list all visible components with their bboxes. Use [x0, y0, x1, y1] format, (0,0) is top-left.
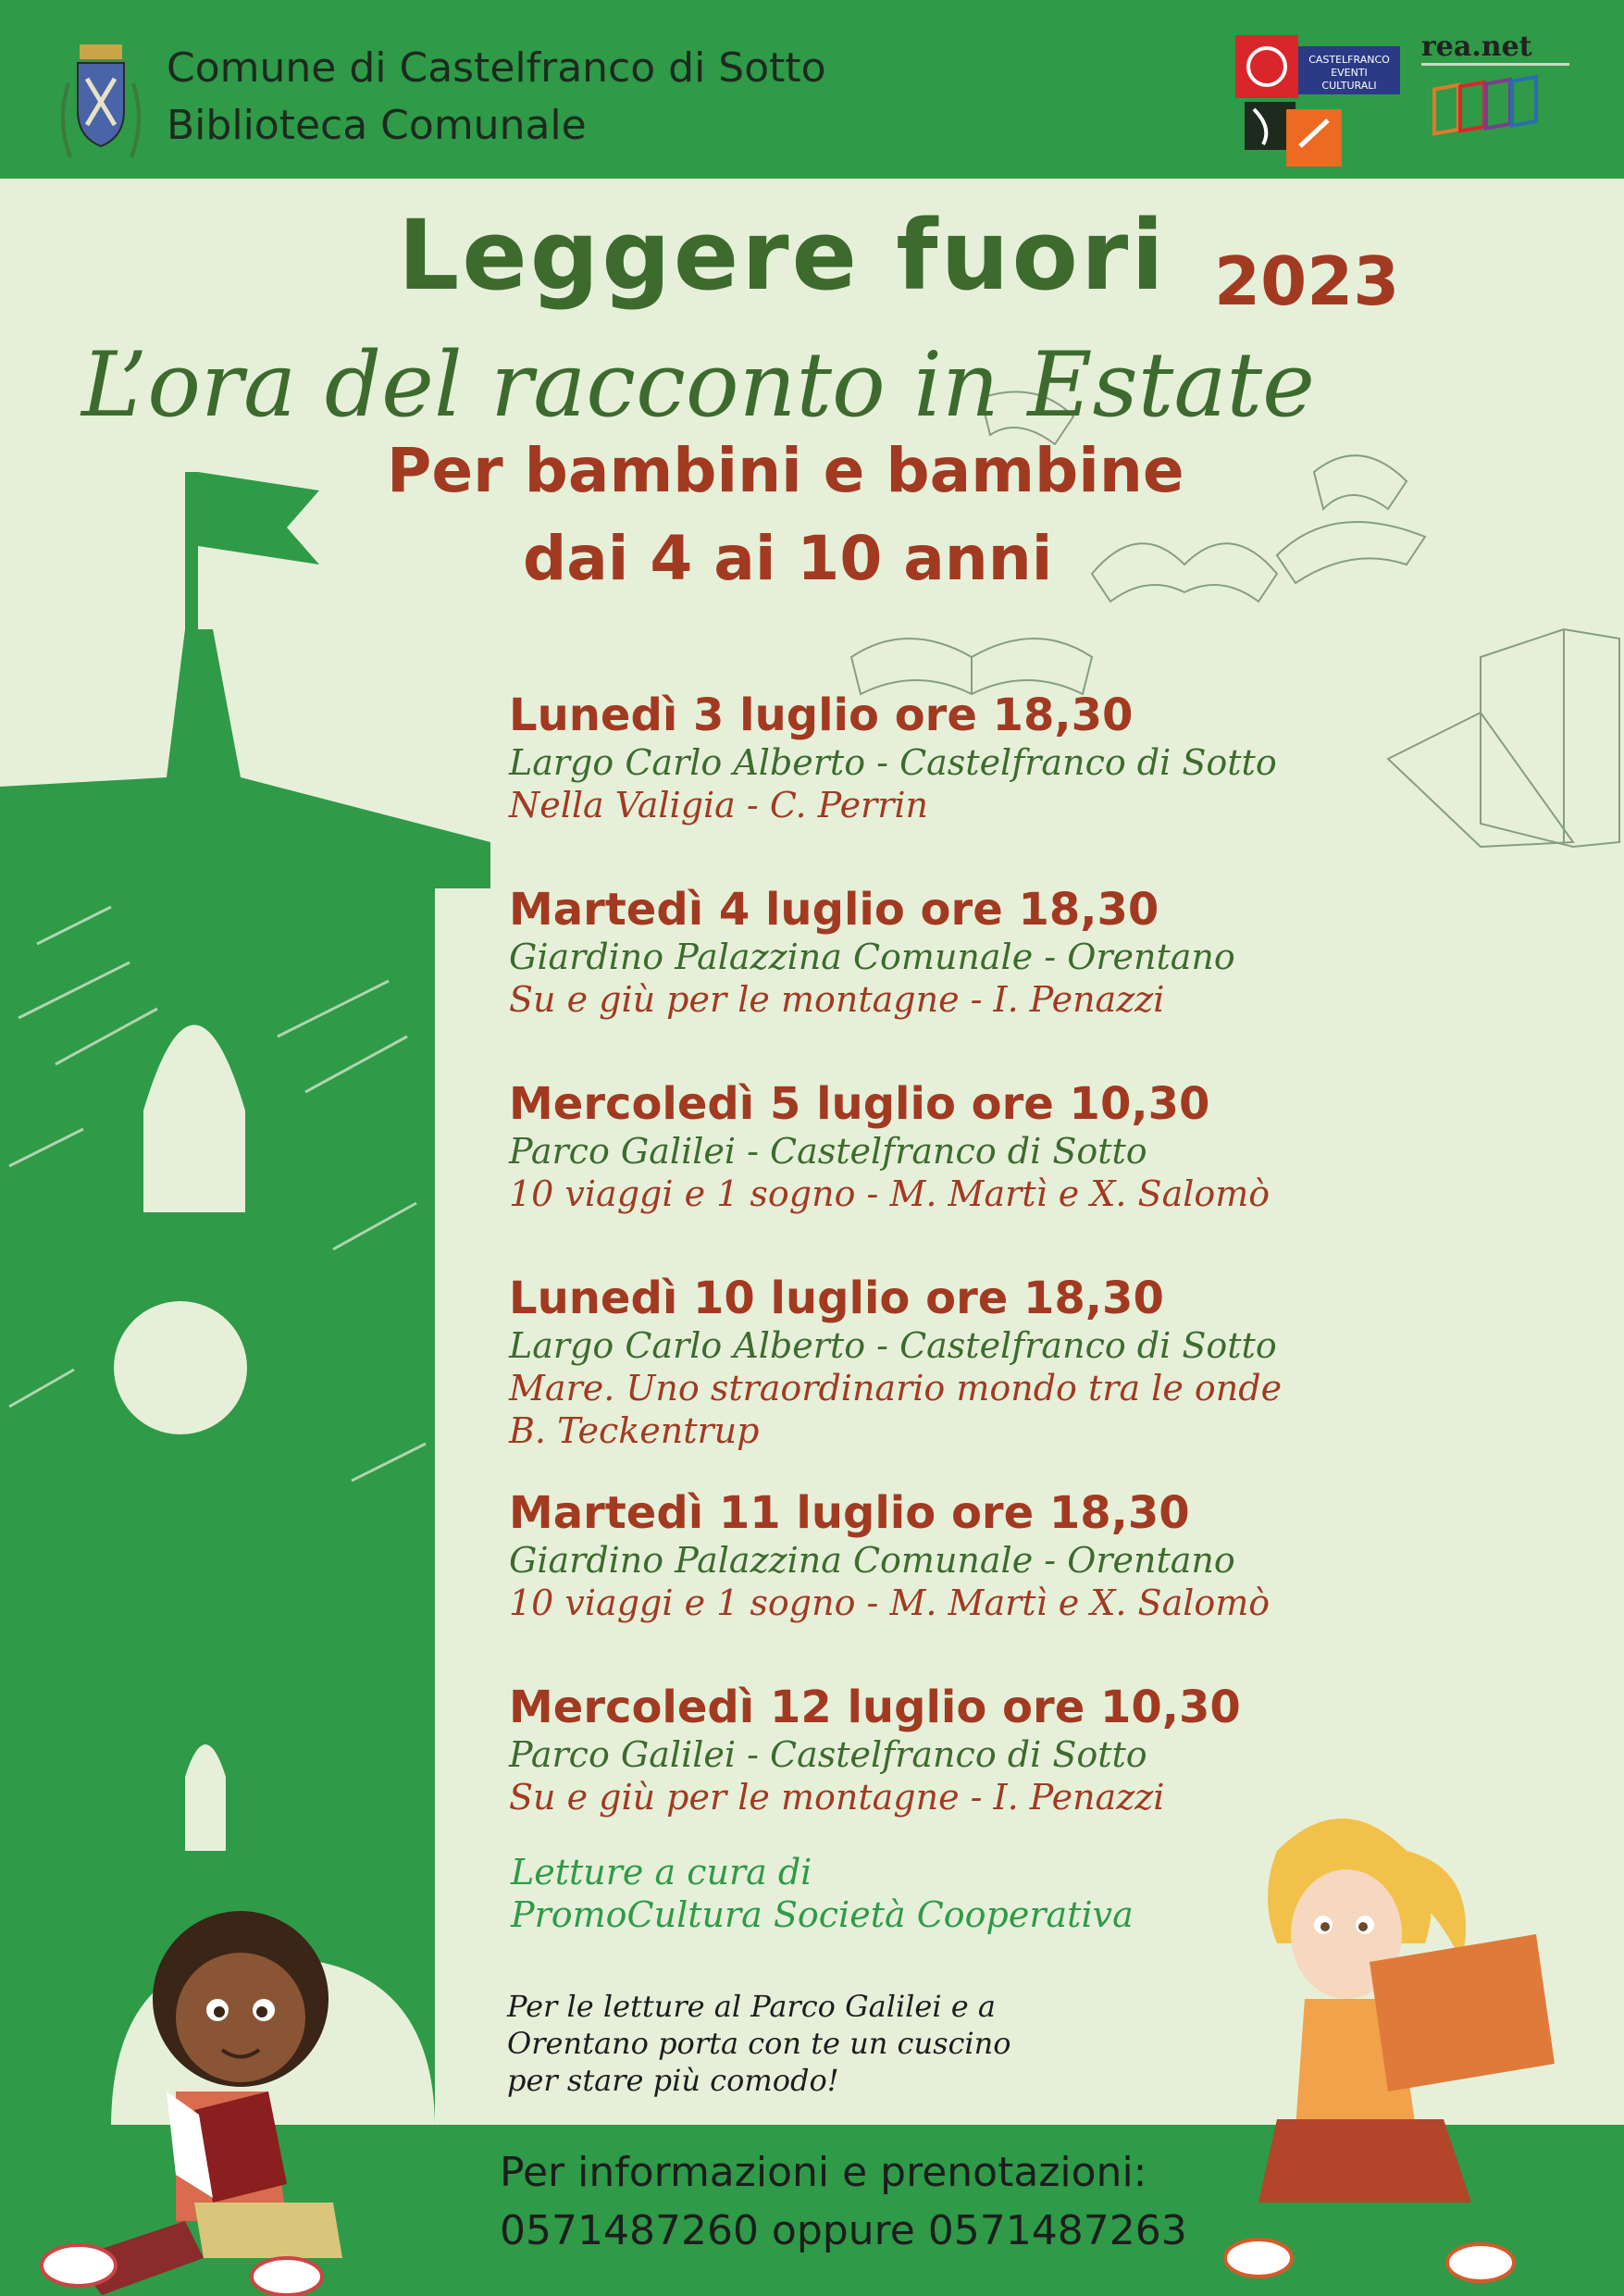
audience-line-1: Per bambini e bambine — [387, 435, 1184, 506]
header-library: Biblioteca Comunale — [167, 102, 587, 149]
subtitle: L’ora del racconto in Estate — [81, 333, 1315, 437]
event-date: Mercoledì 12 luglio ore 10,30 — [509, 1682, 1241, 1733]
eventi-text-2: EVENTI — [1331, 67, 1368, 79]
event-date: Martedì 11 luglio ore 18,30 — [509, 1487, 1190, 1539]
event-book: 10 viaggi e 1 sogno - M. Martì e X. Salomò — [509, 1173, 1271, 1214]
event-book: Su e giù per le montagne - I. Penazzi — [509, 1777, 1165, 1818]
title-year: 2023 — [1214, 242, 1400, 320]
note-line-1: Per le letture al Parco Galilei e a — [507, 1989, 996, 2024]
event-place: Giardino Palazzina Comunale - Orentano — [509, 1540, 1235, 1581]
eventi-text-3: CULTURALI — [1321, 80, 1377, 92]
event-book: Nella Valigia - C. Perrin — [509, 785, 929, 825]
event-date: Lunedì 10 luglio ore 18,30 — [509, 1272, 1164, 1324]
event-place: Largo Carlo Alberto - Castelfranco di Sotto — [509, 742, 1277, 783]
reanet-logo — [1416, 28, 1582, 167]
audience-line-2: dai 4 ai 10 anni — [523, 523, 1053, 594]
eventi-culturali-logo — [1235, 35, 1402, 167]
crest-icon — [52, 37, 150, 162]
event-place: Parco Galilei - Castelfranco di Sotto — [509, 1131, 1147, 1172]
event-book: Mare. Uno straordinario mondo tra le onde — [509, 1368, 1283, 1409]
phone-numbers: 0571487260 oppure 0571487263 — [500, 2207, 1187, 2254]
header-municipality: Comune di Castelfranco di Sotto — [167, 44, 826, 92]
note-line-3: per stare più comodo! — [507, 2063, 839, 2098]
event-5 — [509, 1487, 1573, 1624]
credits-line-2: PromoCultura Società Cooperativa — [511, 1894, 1134, 1935]
note-line-2: Orentano porta con te un cuscino — [507, 2026, 1011, 2061]
event-book-author: B. Teckentrup — [509, 1410, 760, 1451]
credits — [511, 1851, 1134, 1936]
main-title: Leggere fuori — [398, 199, 1167, 312]
event-3 — [509, 1078, 1573, 1215]
event-book: 10 viaggi e 1 sogno - M. Martì e X. Salomò — [509, 1582, 1271, 1623]
reanet-text: rea.net — [1421, 31, 1532, 63]
eventi-text-1: CASTELFRANCO — [1308, 54, 1390, 66]
event-place: Largo Carlo Alberto - Castelfranco di Sotto — [509, 1325, 1277, 1366]
girl-reading-illustration — [1203, 1795, 1573, 2296]
event-date: Lunedì 3 luglio ore 18,30 — [509, 689, 1134, 741]
credits-line-1: Letture a cura di — [511, 1852, 812, 1893]
cushion-note — [507, 1988, 1011, 2099]
event-place: Parco Galilei - Castelfranco di Sotto — [509, 1734, 1147, 1775]
event-book: Su e giù per le montagne - I. Penazzi — [509, 979, 1165, 1020]
boy-reading-illustration — [37, 1740, 481, 2296]
info-label: Per informazioni e prenotazioni: — [500, 2149, 1147, 2196]
event-date: Martedì 4 luglio ore 18,30 — [509, 884, 1159, 936]
event-place: Giardino Palazzina Comunale - Orentano — [509, 937, 1235, 977]
event-2 — [509, 884, 1573, 1021]
event-date: Mercoledì 5 luglio ore 10,30 — [509, 1078, 1210, 1130]
event-1 — [509, 689, 1573, 826]
event-4 — [509, 1272, 1573, 1452]
